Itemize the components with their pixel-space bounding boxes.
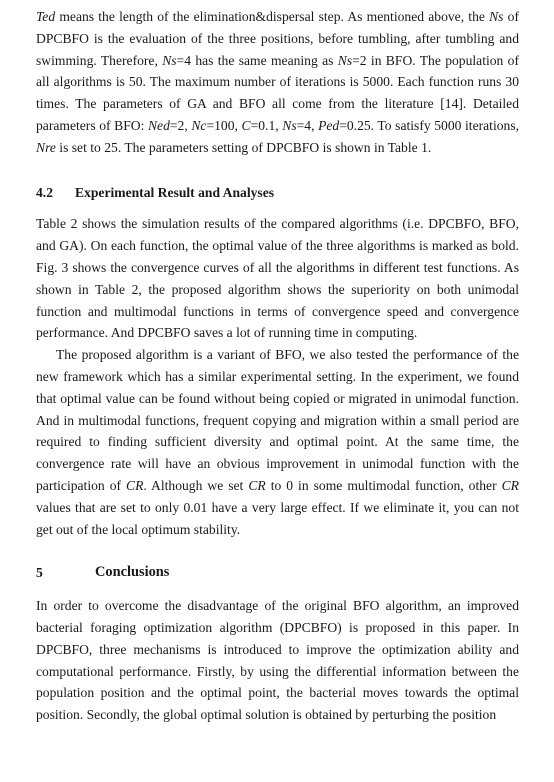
italic-term: Ns (489, 9, 504, 24)
italic-term: Nc (191, 117, 207, 133)
section-heading-4-2 (36, 182, 519, 204)
section-number: 4.2 (36, 184, 53, 200)
italic-term: CR (126, 477, 144, 493)
paper-page (36, 6, 519, 726)
section-number: 5 (36, 565, 43, 581)
paragraph-results-overview: Table 2 shows the simulation results of the compared algorithms (i.e. DPCBFO, BFO, and GA). On each function, the optimal value of the three algorithms is marked as bold. Fig. 3 shows the convergence curves of all the algorithms in different test functions. As shown in Table 2, the proposed algorithm shows the superiority on both unimodal function and multimodal functions in terms of convergence speed and convergence performance. And DPCBFO saves a lot of running time in computing. (36, 216, 519, 341)
italic-term: Ped (318, 117, 340, 133)
italic-term: Ns (162, 52, 177, 68)
italic-term: Ned (147, 117, 170, 133)
italic-term: CR (501, 477, 519, 493)
section-title: Experimental Result and Analyses (75, 184, 275, 200)
section-title: Conclusions (95, 564, 170, 581)
paragraph-conclusions: In order to overcome the disadvantage of the original BFO algorithm, an improved bacterial foraging optimization algorithm (DPCBFO) is proposed in this paper. In DPCBFO, three mechanisms is introduced to improve the optimization ability and computational performance. Firstly, by using the differential information between the population position and the optimal point, the bacterial moves towards the optimal position. Secondly, the global optimal solution is obtained by perturbing the position (36, 598, 519, 723)
italic-term: C (241, 117, 251, 133)
italic-term: Ns (282, 117, 297, 133)
paragraph-parameter-settings: Ted means the length of the elimination&dispersal step. As mentioned above, the Ns of DPCBFO is the evaluation of the three positions, before tumbling, after tumbling and swimming. Therefore, Ns=4 has the same meaning as Ns=2 in BFO. The population of all algorithms is 50. The maximum number of iterations is 5000. Each function runs 30 times. The parameters of GA and BFO all come from the literature [14]. Detailed parameters of BFO: Ned=2, Nc=100, C=0.1, Ns=4, Ped=0.25. To satisfy 5000 iterations, Nre is set to 25. The parameters setting of DPCBFO is shown in Table 1. (36, 9, 520, 155)
italic-term: CR (248, 477, 266, 493)
italic-term: Ted (36, 9, 56, 24)
section-heading-5 (36, 562, 519, 584)
paragraph-framework-test: The proposed algorithm is a variant of BFO, we also tested the performance of the new framework which has a similar experimental setting. In the experiment, we found that optimal value can be found without being copied or migrated in unimodal function. And in multimodal functions, frequent copying and migration within a small period are required to finding sufficient diversity and optimal point. At the same time, the convergence rate will have an obvious improvement in unimodal function with the participation of CR. Although we set CR to 0 in some multimodal function, other CR values that are set to only 0.01 have a very large effect. If we eliminate it, you can not get out of the local optimum stability. (36, 347, 519, 537)
italic-term: Nre (36, 139, 56, 155)
italic-term: Ns (337, 52, 353, 68)
